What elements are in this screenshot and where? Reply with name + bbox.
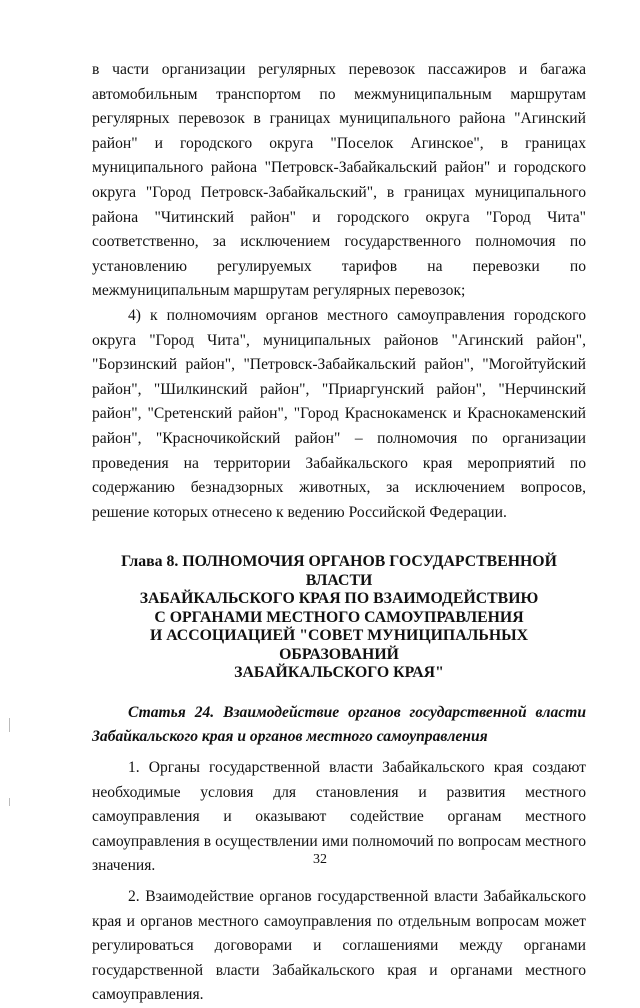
paragraph-article-2: 2. Взаимодействие органов государственной власти Забайкальского края и органов местного самоуправления по отдельным вопросам может регулироваться договорами и соглашениями между органами государственной власти Забайкальского края и органами местного самоуправления. (92, 887, 586, 1004)
article-title: Статья 24. Взаимодействие органов государственной власти Забайкальского края и органов местного самоуправления (92, 703, 586, 746)
scan-margin-mark (9, 798, 10, 806)
chapter-heading-line: И АССОЦИАЦИЕЙ "СОВЕТ МУНИЦИПАЛЬНЫХ ОБРАЗОВАНИЙ (149, 627, 529, 663)
chapter-heading-line: С ОРГАНАМИ МЕСТНОГО САМОУПРАВЛЕНИЯ (154, 608, 524, 626)
chapter-heading-line: ЗАБАЙКАЛЬСКОГО КРАЯ ПО ВЗАИМОДЕЙСТВИЮ (139, 590, 539, 608)
page-number: 32 (313, 852, 327, 867)
chapter-heading-line: Глава 8. ПОЛНОМОЧИЯ ОРГАНОВ ГОСУДАРСТВЕННОЙ ВЛАСТИ (121, 553, 557, 589)
paragraph-continuation: в части организации регулярных перевозок пассажиров и багажа автомобильным транспортом по межмуниципальным маршрутам регулярных перевозок в границах муниципального района "Агинский район" и городского округа "Поселок Агинское", в границах муниципального района "Петровск-Забайкальский район" и городского округа "Город Петровск-Забайкальский", в границах муниципального района "Читинский район" и городского округа "Город Чита" соответственно, за исключением государственного полномочия по установлению регулируемых тарифов на перевозки по межмуниципальным маршрутам регулярных перевозок; (92, 61, 586, 300)
scan-margin-mark (9, 718, 10, 732)
paragraph-item-4: 4) к полномочиям органов местного самоуправления городского округа "Город Чита", муниципальных районов "Агинский район", "Борзинский район", "Петровск-Забайкальский район", "Могойтуйский район", "Шилкинский район", "Приаргунский район", "Нерчинский район", "Сретенский район", "Город Краснокаменск и Краснокаменский район", "Красночикойский район" – полномочия по организации проведения на территории Забайкальского края мероприятий по содержанию безнадзорных животных, за исключением вопросов, решение которых отнесено к ведению Российской Федерации. (92, 306, 586, 521)
chapter-heading-line: ЗАБАЙКАЛЬСКОГО КРАЯ" (234, 664, 444, 682)
paragraph-article-1: 1. Органы государственной власти Забайкальского края создают необходимые условия для становления и развития местного самоуправления и оказывают содействие органам местного самоуправления в осуществлении ими полномочий по вопросам местного значения. (92, 758, 586, 875)
chapter-heading (92, 553, 586, 683)
